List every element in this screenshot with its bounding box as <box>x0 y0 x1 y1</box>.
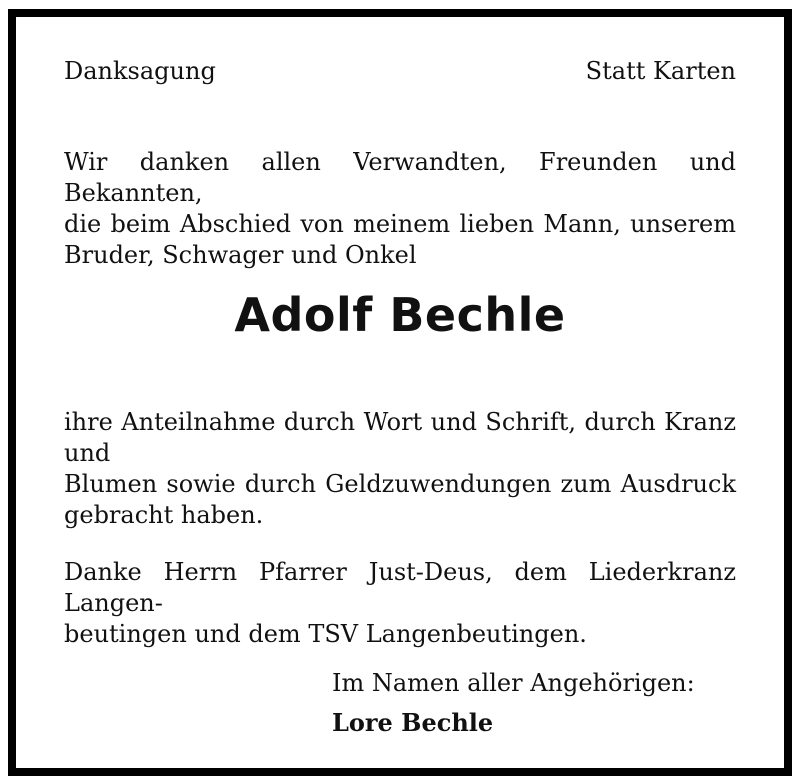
intro-line: die beim Abschied von meinem lieben Mann, unserem <box>64 210 736 238</box>
intro-line: Wir danken allen Verwandten, Freunden und Bekannten, <box>64 148 736 207</box>
gratitude-paragraph <box>64 407 736 531</box>
special-thanks-line: beutingen und dem TSV Langenbeutingen. <box>64 620 587 648</box>
signature-block <box>332 663 695 743</box>
notice-header <box>64 56 736 86</box>
gratitude-line: Blumen sowie durch Geldzuwendungen zum Ausdruck <box>64 470 736 498</box>
gratitude-line: gebracht haben. <box>64 501 264 529</box>
special-thanks-paragraph <box>64 557 736 650</box>
obituary-notice <box>8 9 792 776</box>
header-note: Statt Karten <box>585 57 736 85</box>
signature-name: Lore Bechle <box>332 708 494 737</box>
intro-line: Bruder, Schwager und Onkel <box>64 241 417 269</box>
header-title: Danksagung <box>64 57 216 85</box>
gratitude-line: ihre Anteilnahme durch Wort und Schrift, durch Kranz und <box>64 408 736 467</box>
special-thanks-line: Danke Herrn Pfarrer Just-Deus, dem Liederkranz Langen- <box>64 558 736 617</box>
deceased-name: Adolf Bechle <box>234 288 566 342</box>
signature-intro: Im Namen aller Angehörigen: <box>332 669 695 697</box>
intro-paragraph <box>64 147 736 271</box>
notice-content <box>64 17 736 768</box>
